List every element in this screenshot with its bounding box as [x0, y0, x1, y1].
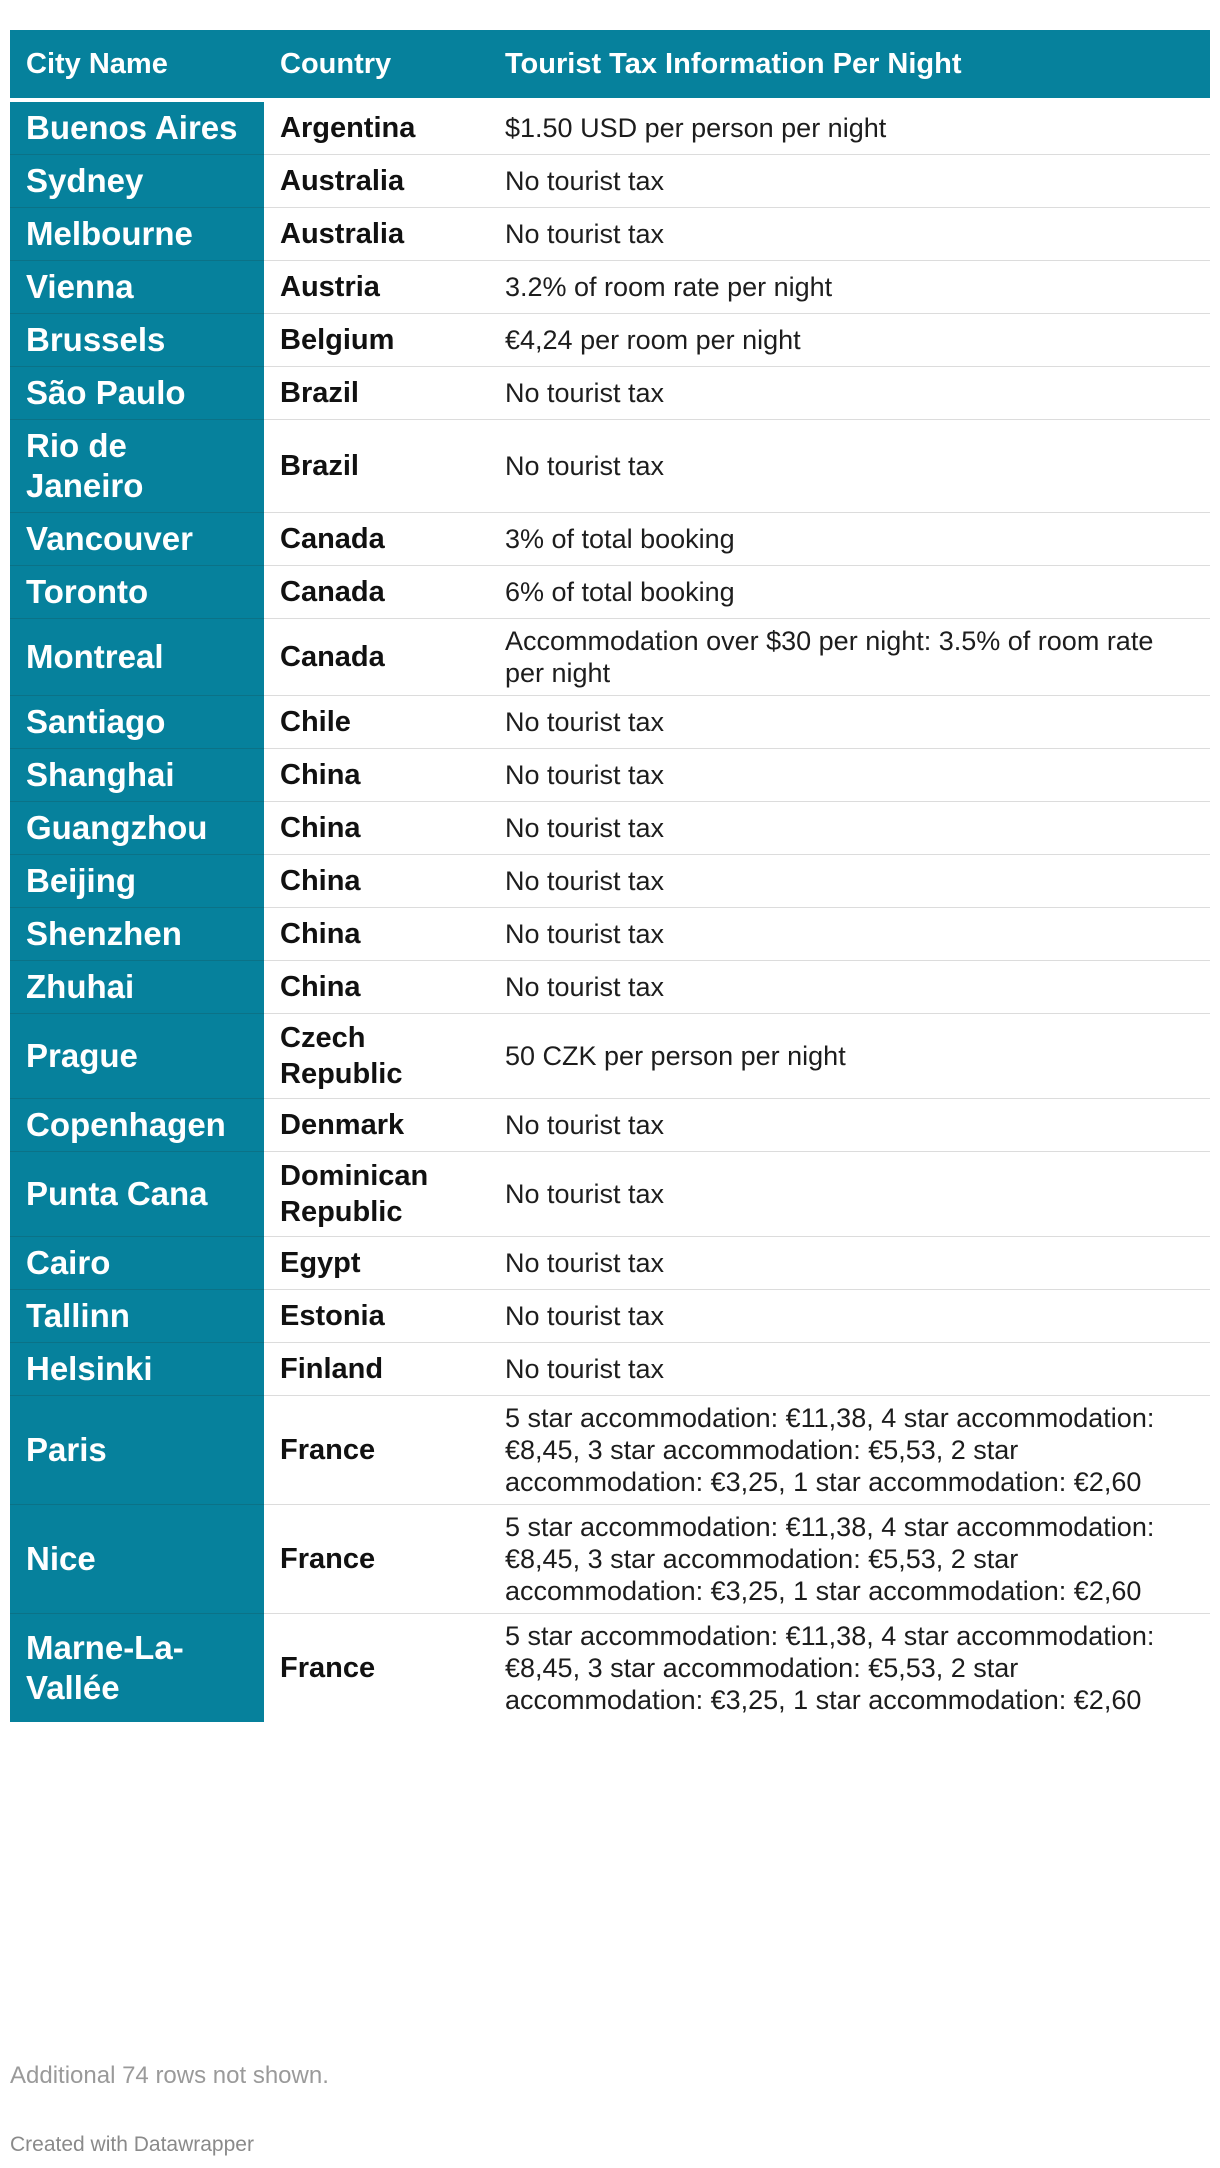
table-row: [10, 208, 1210, 261]
table-row: [10, 100, 1210, 155]
country-cell: Dominican Republic: [264, 1152, 489, 1237]
tax-info-cell: No tourist tax: [489, 367, 1210, 420]
country-cell: Finland: [264, 1343, 489, 1396]
tax-info-cell: No tourist tax: [489, 855, 1210, 908]
data-table-container: [10, 30, 1210, 1722]
city-cell: São Paulo: [10, 367, 264, 420]
table-row: [10, 513, 1210, 566]
tax-info-cell: 3.2% of room rate per night: [489, 261, 1210, 314]
city-cell: Rio de Janeiro: [10, 420, 264, 513]
table-row: [10, 1505, 1210, 1614]
table-row: [10, 749, 1210, 802]
city-cell: Shenzhen: [10, 908, 264, 961]
tax-info-cell: 5 star accommodation: €11,38, 4 star accommodation: €8,45, 3 star accommodation: €5,53, 2 star accommodation: €3,25, 1 star accommodation: €2,60: [489, 1396, 1210, 1505]
table-row: [10, 420, 1210, 513]
country-cell: China: [264, 961, 489, 1014]
tax-info-cell: 5 star accommodation: €11,38, 4 star accommodation: €8,45, 3 star accommodation: €5,53, 2 star accommodation: €3,25, 1 star accommodation: €2,60: [489, 1505, 1210, 1614]
table-row: [10, 1396, 1210, 1505]
tax-info-cell: No tourist tax: [489, 1099, 1210, 1152]
country-cell: Chile: [264, 696, 489, 749]
tax-info-cell: 5 star accommodation: €11,38, 4 star accommodation: €8,45, 3 star accommodation: €5,53, 2 star accommodation: €3,25, 1 star accommodation: €2,60: [505, 1621, 1155, 1715]
country-cell: France: [264, 1396, 489, 1505]
table-row: [10, 1237, 1210, 1290]
tax-info-cell: No tourist tax: [489, 1152, 1210, 1237]
table-row: [10, 1014, 1210, 1099]
country-cell: Austria: [264, 261, 489, 314]
table-row: [10, 1099, 1210, 1152]
tax-info-cell: No tourist tax: [489, 1290, 1210, 1343]
table-row: [10, 1614, 1210, 1723]
country-cell: China: [264, 908, 489, 961]
tax-info-cell: Accommodation over $30 per night: 3.5% of room rate per night: [489, 619, 1210, 696]
tax-info-cell: $1.50 USD per person per night: [489, 100, 1210, 155]
table-row: [10, 155, 1210, 208]
country-cell: Egypt: [264, 1237, 489, 1290]
table-row: [10, 961, 1210, 1014]
country-cell: Canada: [264, 566, 489, 619]
tax-info-cell: No tourist tax: [489, 749, 1210, 802]
tax-info-cell: 6% of total booking: [489, 566, 1210, 619]
country-cell: France: [264, 1505, 489, 1614]
header-row: [10, 30, 1210, 100]
table-row: [10, 261, 1210, 314]
tax-info-cell: No tourist tax: [489, 155, 1210, 208]
table-row: [10, 908, 1210, 961]
column-header-city[interactable]: City Name: [10, 30, 264, 100]
city-cell: Zhuhai: [10, 961, 264, 1014]
city-cell: Nice: [10, 1505, 264, 1614]
city-cell: Guangzhou: [10, 802, 264, 855]
country-cell: China: [264, 855, 489, 908]
city-cell: Punta Cana: [10, 1152, 264, 1237]
city-cell: Marne-La-Vallée: [10, 1614, 264, 1723]
city-cell: Tallinn: [10, 1290, 264, 1343]
country-cell: Canada: [264, 619, 489, 696]
table-header: [10, 30, 1210, 100]
country-cell: Estonia: [264, 1290, 489, 1343]
city-cell: Vancouver: [10, 513, 264, 566]
city-cell: Copenhagen: [10, 1099, 264, 1152]
country-cell: Australia: [264, 155, 489, 208]
column-header-tax[interactable]: Tourist Tax Information Per Night: [489, 30, 1210, 100]
table-row: [10, 1290, 1210, 1343]
tax-info-cell: 3% of total booking: [489, 513, 1210, 566]
country-cell: Canada: [264, 513, 489, 566]
country-cell: China: [264, 749, 489, 802]
tax-info-cell: No tourist tax: [489, 420, 1210, 513]
city-cell: Brussels: [10, 314, 264, 367]
city-cell: Paris: [10, 1396, 264, 1505]
country-cell: Belgium: [264, 314, 489, 367]
country-cell: Argentina: [264, 100, 489, 155]
tax-info-cell: No tourist tax: [489, 961, 1210, 1014]
tax-info-cell: No tourist tax: [489, 802, 1210, 855]
country-cell: Denmark: [264, 1099, 489, 1152]
table-row: [10, 367, 1210, 420]
country-cell: Czech Republic: [264, 1014, 489, 1099]
city-cell: Toronto: [10, 566, 264, 619]
column-header-country[interactable]: Country: [264, 30, 489, 100]
city-cell: Vienna: [10, 261, 264, 314]
city-cell: Melbourne: [10, 208, 264, 261]
city-cell: Prague: [10, 1014, 264, 1099]
tax-info-cell: €4,24 per room per night: [489, 314, 1210, 367]
country-cell: Australia: [264, 208, 489, 261]
city-cell: Beijing: [10, 855, 264, 908]
tax-info-cell: No tourist tax: [489, 208, 1210, 261]
table-row: [10, 314, 1210, 367]
city-cell: Cairo: [10, 1237, 264, 1290]
city-cell: Helsinki: [10, 1343, 264, 1396]
city-cell: Montreal: [10, 619, 264, 696]
country-cell: France: [280, 1652, 376, 1684]
tax-info-cell: No tourist tax: [489, 696, 1210, 749]
table-row: [10, 1152, 1210, 1237]
tourist-tax-table: [10, 30, 1210, 1722]
tax-info-cell: No tourist tax: [489, 908, 1210, 961]
datawrapper-credit[interactable]: Created with Datawrapper: [10, 2133, 254, 2156]
tax-info-cell: No tourist tax: [489, 1343, 1210, 1396]
city-cell: Shanghai: [10, 749, 264, 802]
country-cell: Brazil: [264, 420, 489, 513]
table-row: [10, 802, 1210, 855]
rows-not-shown-note: Additional 74 rows not shown.: [10, 2062, 329, 2089]
tax-info-cell: 50 CZK per person per night: [489, 1014, 1210, 1099]
table-body: [10, 100, 1210, 1722]
table-row: [10, 1343, 1210, 1396]
table-row: [10, 855, 1210, 908]
country-cell: China: [264, 802, 489, 855]
table-row: [10, 696, 1210, 749]
city-cell: Santiago: [10, 696, 264, 749]
country-cell: Brazil: [264, 367, 489, 420]
city-cell: Buenos Aires: [10, 100, 264, 155]
table-row: [10, 619, 1210, 696]
city-cell: Sydney: [10, 155, 264, 208]
table-row: [10, 566, 1210, 619]
tax-info-cell: No tourist tax: [489, 1237, 1210, 1290]
